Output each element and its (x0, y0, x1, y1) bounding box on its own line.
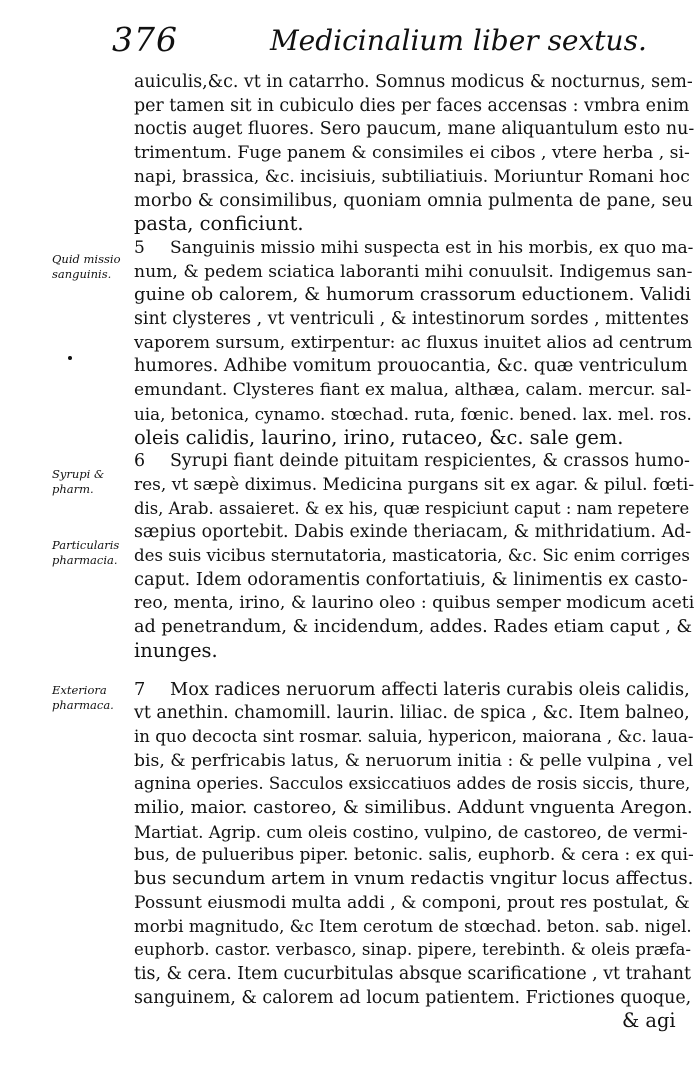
text-line: des suis vicibus sternutatoria, masticatoria, &c. Sic enim corriges (134, 546, 690, 565)
paragraph-6-first-line (134, 449, 690, 473)
text-line: sint clysteres , vt ventriculi , & intestinorum sordes , mittentes (134, 309, 689, 329)
text-line: morbo & consimilibus, quoniam omnia pulmenta de pane, seu (134, 189, 693, 211)
text-line: bus, de pulueribus piper. betonic. salis, euphorb. & cera : ex qui- (134, 845, 694, 866)
text-line: Sanguinis missio mihi suspecta est in his morbis, ex quo ma- (170, 237, 694, 258)
paragraph-number: 5 (134, 237, 145, 258)
text-line: bis, & perfricabis latus, & neruorum initia : & pelle vulpina , vel (134, 750, 694, 771)
text-line: napi, brassica, &c. incisiuis, subtiliatiuis. Moriuntur Romani hoc (134, 166, 690, 187)
margin-note-line: pharmacia. (52, 553, 118, 567)
text-line: reo, menta, irino, & laurino oleo : quibus semper modicum aceti (134, 593, 695, 614)
margin-note-line: Quid missio (52, 252, 121, 266)
catchword: & agi (622, 1009, 676, 1033)
text-line: auiculis,&c. vt in catarrho. Somnus modicus & nocturnus, sem- (134, 72, 693, 92)
margin-note-line: Syrupi & (52, 467, 105, 481)
margin-note-line: Particularis (52, 538, 120, 552)
margin-note-syrupi (52, 467, 104, 497)
running-title: Medicinalium liber sextus. (270, 24, 647, 57)
text-line: pasta, conficiunt. (134, 212, 304, 236)
paragraph-number: 7 (134, 678, 146, 700)
text-line: morbi magnitudo, &c Item cerotum de stœchad. beton. sab. nigel. (134, 916, 692, 936)
text-line: humores. Adhibe vomitum prouocantia, &c. quæ ventriculum (134, 355, 688, 377)
ink-dot (68, 356, 72, 360)
text-line: emundant. Clysteres fiant ex malua, althæa, calam. mercur. sal- (134, 380, 692, 401)
margin-note-line: Exteriora (52, 683, 107, 697)
text-line: sæpius oportebit. Dabis exinde theriacam, & mithridatium. Ad- (134, 522, 692, 543)
text-line: euphorb. castor. verbasco, sinap. pipere, terebinth. & oleis præfa- (134, 940, 691, 960)
paragraph-number: 6 (134, 451, 146, 472)
text-line: Martiat. Agrip. cum oleis costino, vulpino, de castoreo, de vermi- (134, 821, 688, 842)
text-line: res, vt sæpè diximus. Medicina purgans sit ex agar. & pilul. fœti- (134, 474, 695, 495)
text-line: vaporem sursum, extirpentur: ac fluxus inuitet alios ad centrum (134, 332, 693, 353)
text-line: agnina operies. Sacculos exsiccatiuos addes de rosis siccis, thure, (134, 774, 691, 794)
text-line: Syrupi fiant deinde pituitam respicientes, & crassos humo- (170, 451, 690, 472)
text-line: num, & pedem sciatica laboranti mihi conuulsit. Indigemus san- (134, 261, 693, 282)
text-line: ad penetrandum, & incidendum, addes. Rades etiam caput , & (134, 617, 693, 638)
text-line: oleis calidis, laurino, irino, rutaceo, &c. sale gem. (134, 425, 624, 449)
text-line: guine ob calorem, & humorum crassorum eductionem. Validi (134, 284, 691, 306)
text-line: Mox radices neruorum affecti lateris curabis oleis calidis, (170, 678, 690, 700)
margin-note-particularis (52, 538, 119, 568)
page-number: 376 (112, 20, 178, 59)
page-header (112, 14, 647, 66)
text-line: noctis auget fluores. Sero paucum, mane aliquantulum esto nu- (134, 119, 695, 140)
paragraph-5-first-line (134, 236, 693, 260)
margin-note-line: pharm. (52, 482, 94, 496)
text-line: dis, Arab. assaieret. & ex his, quæ respiciunt caput : nam repetere (134, 498, 690, 518)
margin-note-exteriora (52, 683, 114, 713)
text-line: trimentum. Fuge panem & consimiles ei cibos , vtere herba , si- (134, 143, 690, 164)
text-line: caput. Idem odoramentis confortatiuis, & linimentis ex casto- (134, 568, 688, 590)
text-line: milio, maior. castoreo, & similibus. Addunt vnguenta Aregon. (134, 797, 693, 818)
text-line: inunges. (134, 638, 218, 662)
text-line: uia, betonica, cynamo. stœchad. ruta, fœnic. bened. lax. mel. ros. (134, 403, 692, 424)
text-line: sanguinem, & calorem ad locum patientem. Frictiones quoque, (134, 987, 692, 1008)
paragraph-7-first-line (134, 678, 690, 702)
margin-note-line: sanguinis. (52, 267, 112, 281)
text-line: per tamen sit in cubiculo dies per faces accensas : vmbra enim (134, 95, 690, 116)
text-line: in quo decocta sint rosmar. saluia, hypericon, maiorana , &c. laua- (134, 726, 694, 746)
text-line: vt anethin. chamomill. laurin. liliac. de spica , &c. Item balneo, (134, 703, 690, 724)
text-line: Possunt eiusmodi multa addi , & componi, prout res postulat, & (134, 892, 690, 913)
text-line: tis, & cera. Item cucurbitulas absque scarificatione , vt trahant (134, 963, 691, 984)
margin-note-line: pharmaca. (52, 698, 114, 712)
text-line: bus secundum artem in vnum redactis vngitur locus affectus. (134, 868, 694, 890)
margin-note-quid-missio (52, 252, 121, 282)
